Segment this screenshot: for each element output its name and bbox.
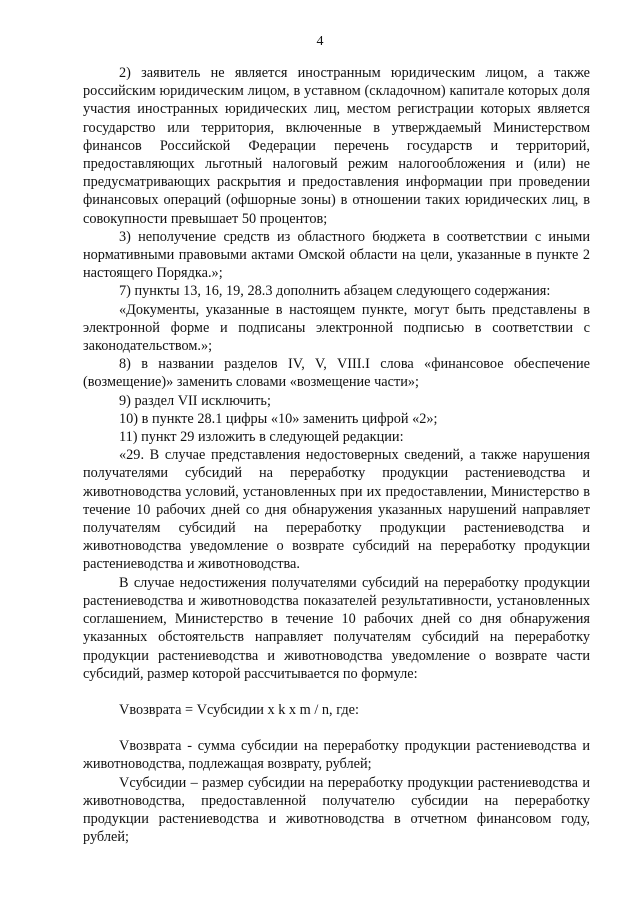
paragraph-definition-vreturn: Vвозврата - сумма субсидии на переработку продукции растениеводства и животноводства, подлежащая возврату, рублей; <box>83 738 590 773</box>
page-number: 4 <box>316 34 324 49</box>
document-body <box>83 64 590 846</box>
paragraph-amendment-8: 8) в названии разделов IV, V, VIII.I слова «финансовое обеспечение (возмещение)» заменить словами «возмещение части»; <box>83 356 590 391</box>
paragraph-amendment-11: 11) пункт 29 изложить в следующей редакции: <box>119 429 404 446</box>
paragraph-amendment-10: 10) в пункте 28.1 цифры «10» заменить цифрой «2»; <box>119 410 438 427</box>
paragraph-amendment-7: 7) пункты 13, 16, 19, 28.3 дополнить абзацем следующего содержания: <box>119 283 551 300</box>
paragraph-amendment-9: 9) раздел VII исключить; <box>119 392 271 409</box>
paragraph-clause-29: «29. В случае представления недостоверных сведений, а также нарушения получателями субсидий на переработку продукции растениеводства и животноводства условий, установленных при их предоставлении, Министерство в течение 10 рабочих дней со дня обнаружения указанных нарушений направляет получателям субсидий на переработку продукции растениеводства и животноводства уведомление о возврате субсидий на переработку продукции растениеводства и животноводства. <box>83 447 590 573</box>
formula: Vвозврата = Vсубсидии x k x m / n, где: <box>119 701 359 718</box>
paragraph-clause-29-second: В случае недостижения получателями субсидий на переработку продукции растениеводства и животноводства показателей результативности, установленных соглашением, Министерство в течение 10 рабочих дней со дня обнаружения указанных обстоятельств направляет получателям субсидий на переработку продукции растениеводства и животноводства уведомление о возврате части субсидий, размер которой рассчитывается по формуле: <box>83 574 590 682</box>
paragraph-item-2: 2) заявитель не является иностранным юридическим лицом, а также российским юридическим лицом, в уставном (складочном) капитале которых доля участия иностранных юридических лиц, местом регистрации которых является государство или территория, включенные в утверждаемый Министерством финансов Российской Федерации перечень государств и территорий, предоставляющих льготный налоговый режим налогообложения и (или) не предусматривающих раскрытия и предоставления информации при проведении финансовых операций (офшорные зоны) в отношении таких юридических лиц, в совокупности превышает 50 процентов; <box>83 65 590 227</box>
paragraph-quote-documents: «Документы, указанные в настоящем пункте, могут быть представлены в электронной форме и подписаны электронной подписью в соответствии с законодательством.»; <box>83 301 590 355</box>
paragraph-definition-vsubsidy: Vсубсидии – размер субсидии на переработку продукции растениеводства и животноводства, предоставленной получателю субсидии на переработку продукции растениеводства и животноводства в отчетном финансовом году, рублей; <box>83 774 590 846</box>
paragraph-item-3: 3) неполучение средств из областного бюджета в соответствии с иными нормативными правовыми актами Омской области на цели, указанные в пункте 2 настоящего Порядка.»; <box>83 228 590 282</box>
